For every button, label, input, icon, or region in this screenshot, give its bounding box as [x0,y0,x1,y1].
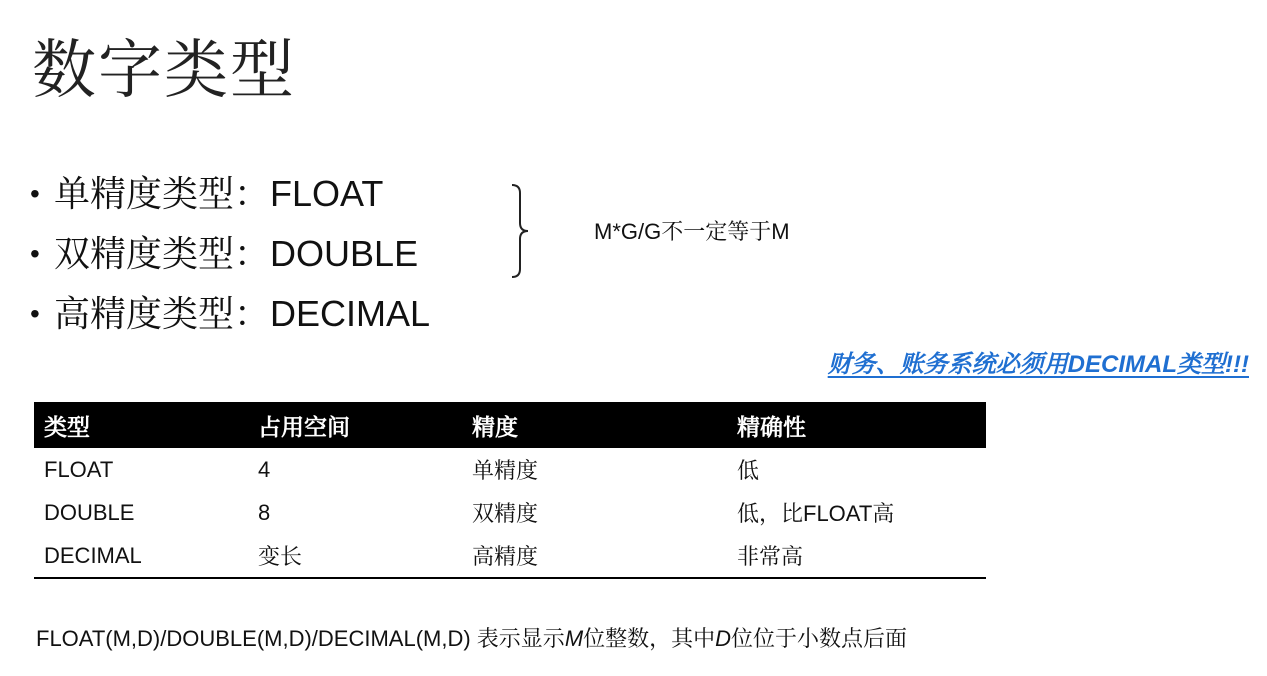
bullet-dot: • [30,298,40,329]
bullet-separator: ： [234,173,271,214]
cell-precision: 双精度 [472,501,539,526]
cell-precision: 单精度 [472,458,539,483]
footer-text-3: 位位于小数点后面 [731,626,908,651]
bullet-value: DECIMAL [270,293,431,334]
header-accuracy: 精确性 [727,402,986,448]
bullet-label: 高精度类型 [54,293,235,334]
bullet-separator: ： [234,293,271,334]
bullet-dot: • [30,238,40,269]
cell-accuracy: 低，比FLOAT高 [737,501,895,526]
cell-type: FLOAT [44,456,114,482]
brace-note: M*G/G不一定等于M [594,219,790,244]
bullet-dot: • [30,178,40,209]
cell-storage: 变长 [248,534,462,578]
bullet-label: 双精度类型 [54,233,235,274]
bullet-separator: ： [234,233,271,274]
bullet-value: DOUBLE [270,233,419,274]
table-row [34,448,986,491]
finance-warning: 财务、账务系统必须用DECIMAL类型!!! [827,351,1249,378]
header-type: 类型 [34,402,248,448]
table-header-row [34,402,986,448]
footer-d: D [715,626,732,651]
bullet-decimal [30,284,430,344]
bullet-double [30,224,430,284]
footer-text-1: FLOAT(M,D)/DOUBLE(M,D)/DECIMAL(M,D) 表示显示 [36,626,565,651]
cell-accuracy: 非常高 [727,534,986,578]
footer-m: M [564,626,584,651]
bullet-value: FLOAT [270,173,384,214]
right-brace-icon [508,183,532,279]
cell-type: DOUBLE [44,499,135,525]
bullet-float [30,164,430,224]
cell-storage: 8 [258,499,271,525]
table-row [34,491,986,534]
table-row [34,534,986,578]
bullet-label: 单精度类型 [54,173,235,214]
type-bullet-list [30,164,430,344]
cell-type: DECIMAL [34,534,248,578]
type-comparison-table [34,402,986,579]
footer-text-2: 位整数，其中 [583,626,716,651]
cell-storage: 4 [258,456,271,482]
cell-accuracy: 低 [737,458,760,483]
page-title: 数字类型 [32,34,296,106]
header-precision: 精度 [462,402,727,448]
format-description [36,624,907,654]
header-storage: 占用空间 [248,402,462,448]
cell-precision: 高精度 [462,534,727,578]
